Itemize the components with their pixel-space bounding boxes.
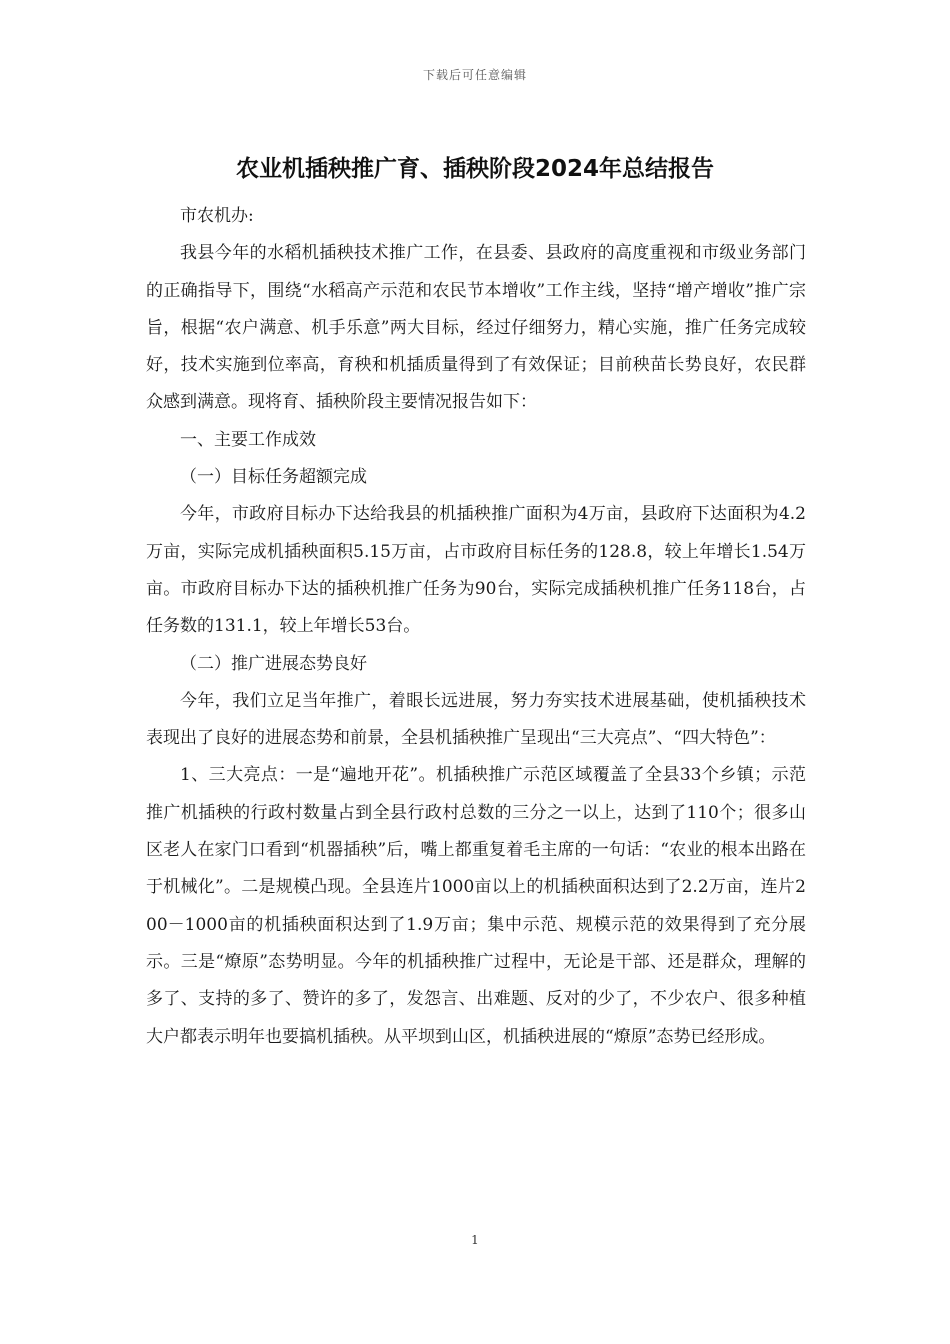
header-note: 下载后可任意编辑: [422, 68, 527, 82]
page-number: 1: [471, 1233, 479, 1247]
paragraph-intro: 我县今年的水稻机插秧技术推广工作，在县委、县政府的高度重视和市级业务部门的正确指导下，围绕“水稻高产示范和农民节本增收”工作主线，坚持“增产增收”推广宗旨，根据“农户满意、机手乐意”两大目标，经过仔细努力，精心实施，推广任务完成较好，技术实施到位率高，育秧和机插质量得到了有效保证；目前秧苗长势良好，农民群众感到满意。现将育、插秧阶段主要情况报告如下：: [146, 243, 806, 413]
section-heading-1: 一、主要工作成效: [180, 429, 316, 450]
paragraph-targets: 今年，市政府目标办下达给我县的机插秧推广面积为4万亩，县政府下达面积为4.2万亩，实际完成机插秧面积5.15万亩，占市政府目标任务的128.8，较上年增长1.54万亩。市政府目标办下达的插秧机推广任务为90台，实际完成插秧机推广任务118台，占任务数的131.1，较上年增长53台。: [146, 504, 806, 637]
paragraph-highlights: 1、三大亮点：一是“遍地开花”。机插秧推广示范区域覆盖了全县33个乡镇；示范推广机插秧的行政村数量占到全县行政村总数的三分之一以上，达到了110个；很多山区老人在家门口看到“机器插秧”后，嘴上都重复着毛主席的一句话：“农业的根本出路在于机械化”。二是规模凸现。全县连片1000亩以上的机插秧面积达到了2.2万亩，连片200－1000亩的机插秧面积达到了1.9万亩；集中示范、规模示范的效果得到了充分展示。三是“燎原”态势明显。今年的机插秧推广过程中，无论是干部、还是群众，理解的多了、支持的多了、赞许的多了，发怨言、出难题、反对的少了，不少农户、很多种植大户都表示明年也要搞机插秧。从平坝到山区，机插秧进展的“燎原”态势已经形成。: [146, 765, 806, 1047]
subsection-heading-1: （一）目标任务超额完成: [180, 467, 367, 488]
subsection-heading-2: （二）推广进展态势良好: [180, 653, 367, 674]
document-title: 农业机插秧推广育、插秧阶段2024年总结报告: [235, 156, 714, 182]
salutation: 市农机办:: [180, 206, 254, 226]
document-body: [146, 198, 806, 1056]
paragraph-progress: 今年，我们立足当年推广，着眼长远进展，努力夯实技术进展基础，使机插秧技术表现出了良好的进展态势和前景，全县机插秧推广呈现出“三大亮点”、“四大特色”：: [146, 690, 806, 749]
